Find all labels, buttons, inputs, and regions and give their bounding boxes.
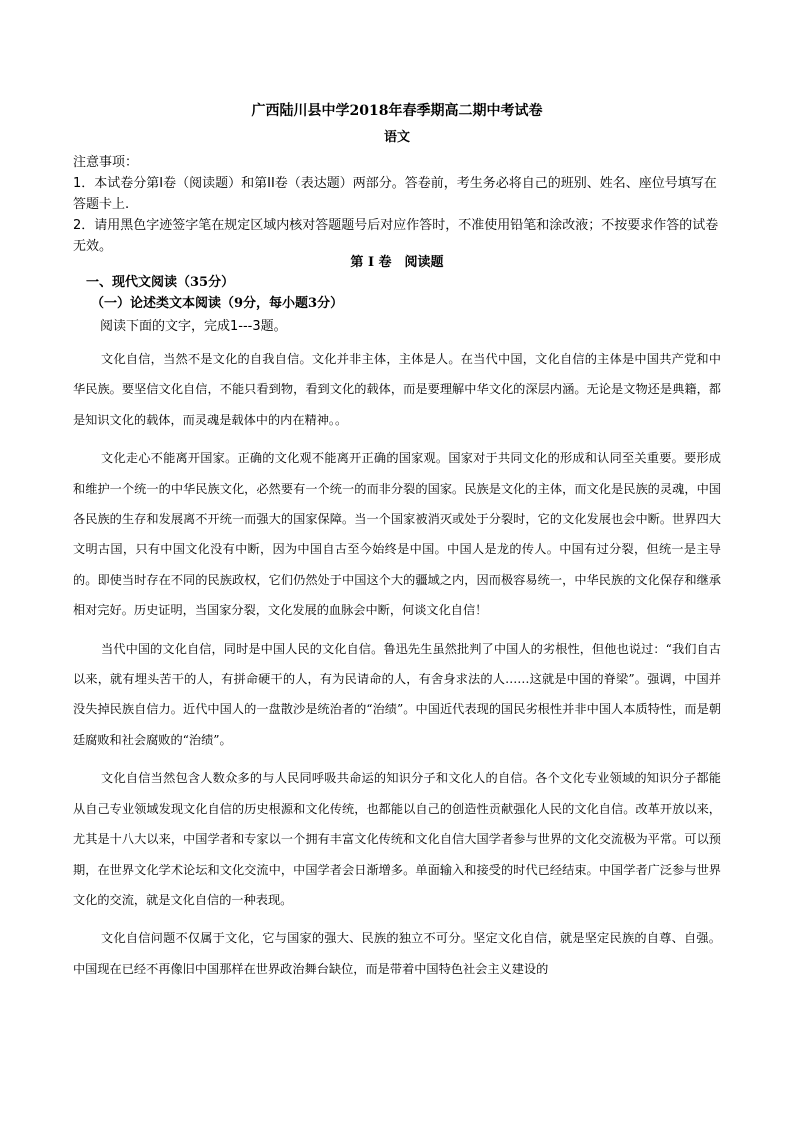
notice-heading: 注意事项： — [73, 155, 139, 170]
reading-instruction: 阅读下面的文字，完成1---3题。 — [100, 319, 287, 334]
article-paragraph: 文化走心不能离开国家。正确的文化观不能离开正确的国家观。国家对于共同文化的形成和认同至关重要。要形成和维护一个统一的中华民族文化，必然要有一个统一的而非分裂的国家。民族是文化的主体，而文化是民族的灵魂，中国各民族的生存和发展离不开统一而强大的国家保障。当一个国家被消灭或处于分裂时，它的文化发展也会中断。世界四大文明古国，只有中国文化没有中断，因为中国自古至今始终是中国。中国人是龙的传人。中国有过分裂，但统一是主导的。即使当时存在不同的民族政权，它们仍然处于中国这个大的疆域之内，因而极容易统一，中华民族的文化保存和继承相对完好。历史证明，当国家分裂，文化发展的血脉会中断，何谈文化自信！ — [73, 451, 721, 618]
article-paragraph: 文化自信，当然不是文化的自我自信。文化并非主体，主体是人。在当代中国，文化自信的主体是中国共产党和中华民族。要坚信文化自信，不能只看到物，看到文化的载体，而是要理解中华文化的深层内涵。无论是文物还是典籍，都是知识文化的载体，而灵魂是载体中的内在精神。。 — [73, 352, 721, 427]
part-title: 第 I 卷 阅读题 — [350, 255, 444, 270]
exam-title: 广西陆川县中学2018年春季期高二期中考试卷 — [251, 103, 543, 119]
article-paragraph: 文化自信当然包含人数众多的与人民同呼吸共命运的知识分子和文化人的自信。各个文化专业领域的知识分子都能从自己专业领域发现文化自信的历史根源和文化传统，也都能以自己的创造性贡献强化人民的文化自信。改革开放以来，尤其是十八大以来，中国学者和专家以一个拥有丰富文化传统和文化自信大国学者参与世界的文化交流极为平常。可以预期，在世界文化学术论坛和文化交流中，中国学者会日渐增多。单面输入和接受的时代已经结束。中国学者广泛参与世界文化的交流，就是文化自信的一种表现。 — [73, 771, 721, 907]
article-body — [73, 344, 721, 992]
article-paragraph: 文化自信问题不仅属于文化，它与国家的强大、民族的独立不可分。坚定文化自信，就是坚定民族的自尊、自强。中国现在已经不再像旧中国那样在世界政治舞台缺位，而是带着中国特色社会主义建设的 — [73, 931, 721, 976]
notice-block — [73, 152, 723, 257]
notice-item-2: 2．请用黑色字迹签字笔在规定区域内核对答题题号后对应作答时，不准使用铅笔和涂改液；不按要求作答的试卷无效。 — [73, 218, 719, 254]
article-paragraph: 当代中国的文化自信，同时是中国人民的文化自信。鲁迅先生虽然批判了中国人的劣根性，但他也说过：“我们自古以来，就有埋头苦干的人，有拼命硬干的人，有为民请命的人，有舍身求法的人……这就是中国的脊梁”。强调，中国并没失掉民族自信力。近代中国人的一盘散沙是统治者的“治绩”。中国近代表现的国民劣根性并非中国人本质特性，而是朝廷腐败和社会腐败的“治绩”。 — [73, 641, 721, 747]
subsection-title: （一）论述类文本阅读（9分，每小题3分） — [91, 296, 344, 311]
subject-title: 语文 — [383, 130, 410, 145]
notice-item-1: 1．本试卷分第Ⅰ卷（阅读题）和第II卷（表达题）两部分。答卷前，考生务必将自己的班别、姓名、座位号填写在答题卡上. — [73, 176, 717, 212]
section-title: 一、现代文阅读（35分） — [86, 275, 235, 290]
